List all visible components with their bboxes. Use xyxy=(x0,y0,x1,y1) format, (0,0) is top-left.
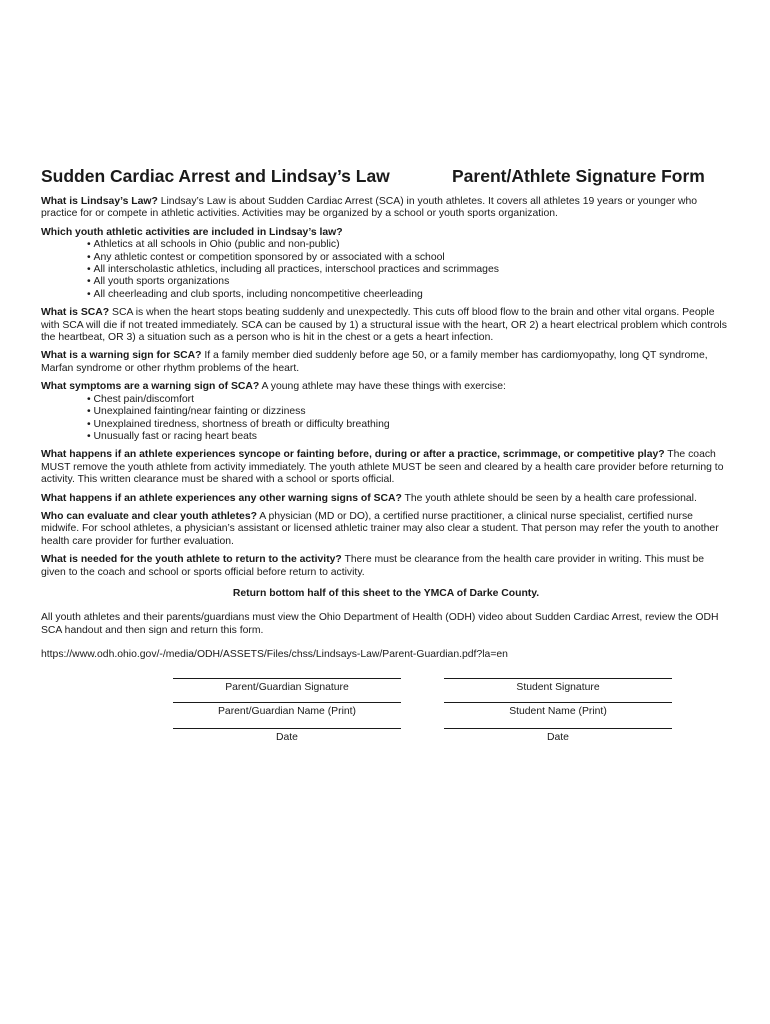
return-note: Return bottom half of this sheet to the YMCA of Darke County. xyxy=(232,587,540,599)
student-name-label: Student Name (Print) xyxy=(509,705,607,717)
answer-syncope: The coach MUST remove the youth athlete from activity immediately. The youth athlete MUST be seen and cleared by a health care provider before returning to activity. This written clearance must be shared with a school or sports official. xyxy=(41,449,724,486)
section-syncope xyxy=(41,449,731,486)
signature-line xyxy=(444,728,672,729)
list-item: • All interscholastic athletics, including all practices, interschool practices and scrimmages xyxy=(41,264,731,276)
parent-name-label: Parent/Guardian Name (Print) xyxy=(217,705,357,717)
signature-block xyxy=(41,678,731,748)
signature-line xyxy=(173,678,401,679)
question-warning-sign: What is a warning sign for SCA? xyxy=(41,350,202,362)
list-item: • Unexplained fainting/near fainting or dizziness xyxy=(41,406,731,418)
section-who-clears xyxy=(41,511,731,548)
question-what-is-sca: What is SCA? xyxy=(41,307,110,319)
section-symptoms xyxy=(41,381,731,393)
parent-date-label: Date xyxy=(276,731,298,743)
page-title: Sudden Cardiac Arrest and Lindsay’s Law xyxy=(41,166,390,186)
symptoms-list xyxy=(41,394,731,444)
list-item: • Any athletic contest or competition sponsored by or associated with a school xyxy=(41,252,731,264)
question-who-clears: Who can evaluate and clear youth athletes? xyxy=(41,510,257,522)
parent-name-field[interactable] xyxy=(173,702,401,717)
instructions: All youth athletes and their parents/guardians must view the Ohio Department of Health (ODH) video about Sudden Cardiac Arrest, review the ODH SCA handout and then sign and return this form. xyxy=(41,611,719,636)
student-date-label: Date xyxy=(547,731,569,743)
signature-line xyxy=(173,728,401,729)
section-return xyxy=(41,554,731,579)
student-signature-label: Student Signature xyxy=(516,681,600,693)
parent-signature-field[interactable] xyxy=(173,678,401,693)
answer-who-clears: A physician (MD or DO), a certified nurse practitioner, a clinical nurse specialist, certified nurse midwife. For school athletes, a physician’s assistant or licensed athletic trainer may also clear a student. That person may refer the youth to another health care provider for further evaluation. xyxy=(41,510,719,547)
question-return: What is needed for the youth athlete to return to the activity? xyxy=(41,554,342,566)
signature-line xyxy=(444,702,672,703)
student-date-field[interactable] xyxy=(444,728,672,743)
signature-line xyxy=(444,678,672,679)
question-other-signs: What happens if an athlete experiences any other warning signs of SCA? xyxy=(41,492,402,504)
answer-what-is-sca: SCA is when the heart stops beating suddenly and unexpectedly. This cuts off blood flow to the brain and other vital organs. People with SCA will die if not treated immediately. SCA can be caused by 1) a structural issue with the heart, OR 2) a heart electrical problem which controls the heartbeat, OR 3) a situation such as a person who is hit in the chest or a gets a heart infection. xyxy=(41,307,727,344)
signature-line xyxy=(173,702,401,703)
question-what-is-law: What is Lindsay’s Law? xyxy=(41,196,158,207)
section-activities xyxy=(41,227,731,239)
list-item: • Unexplained tiredness, shortness of breath or difficulty breathing xyxy=(41,419,731,431)
title-row xyxy=(41,166,731,188)
section-warning-sign xyxy=(41,350,731,375)
answer-other-signs: The youth athlete should be seen by a health care professional. xyxy=(401,492,697,504)
section-other-signs xyxy=(41,493,731,505)
activities-list xyxy=(41,239,731,301)
question-symptoms: What symptoms are a warning sign of SCA? xyxy=(41,381,260,393)
student-name-field[interactable] xyxy=(444,702,672,717)
handout-url: https://www.odh.ohio.gov/-/media/ODH/ASSETS/Files/chss/Lindsays-Law/Parent-Guardian.pdf?la=en xyxy=(41,648,508,660)
student-signature-field[interactable] xyxy=(444,678,672,693)
list-item: • Athletics at all schools in Ohio (public and non-public) xyxy=(41,239,731,251)
answer-what-is-law: Lindsay’s Law is about Sudden Cardiac Arrest (SCA) in youth athletes. It covers all athletes 19 years or younger who practice for or compete in athletic activities. Activities may be organized by a school or youth sports organization. xyxy=(41,196,698,220)
list-item: • All youth sports organizations xyxy=(41,276,731,288)
answer-warning-sign: If a family member died suddenly before age 50, or a family member has cardiomyopathy, long QT syndrome, Marfan syndrome or other rhythm problems of the heart. xyxy=(41,350,708,374)
question-activities: Which youth athletic activities are included in Lindsay’s law? xyxy=(41,226,343,238)
list-item: • All cheerleading and club sports, including noncompetitive cheerleading xyxy=(41,289,731,301)
parent-date-field[interactable] xyxy=(173,728,401,743)
list-item: • Unusually fast or racing heart beats xyxy=(41,431,731,443)
parent-signature-label: Parent/Guardian Signature xyxy=(225,681,349,693)
form-page xyxy=(41,166,731,748)
question-syncope: What happens if an athlete experiences syncope or fainting before, during or after a practice, scrimmage, or competitive play? xyxy=(41,449,665,461)
section-what-is-law xyxy=(41,196,731,221)
form-title: Parent/Athlete Signature Form xyxy=(452,166,705,186)
list-item: • Chest pain/discomfort xyxy=(41,394,731,406)
answer-return: There must be clearance from the health care provider in writing. This must be given to the coach and school or sports official before return to activity. xyxy=(41,554,705,578)
answer-symptoms: A young athlete may have these things with exercise: xyxy=(259,381,506,393)
section-what-is-sca xyxy=(41,307,731,344)
